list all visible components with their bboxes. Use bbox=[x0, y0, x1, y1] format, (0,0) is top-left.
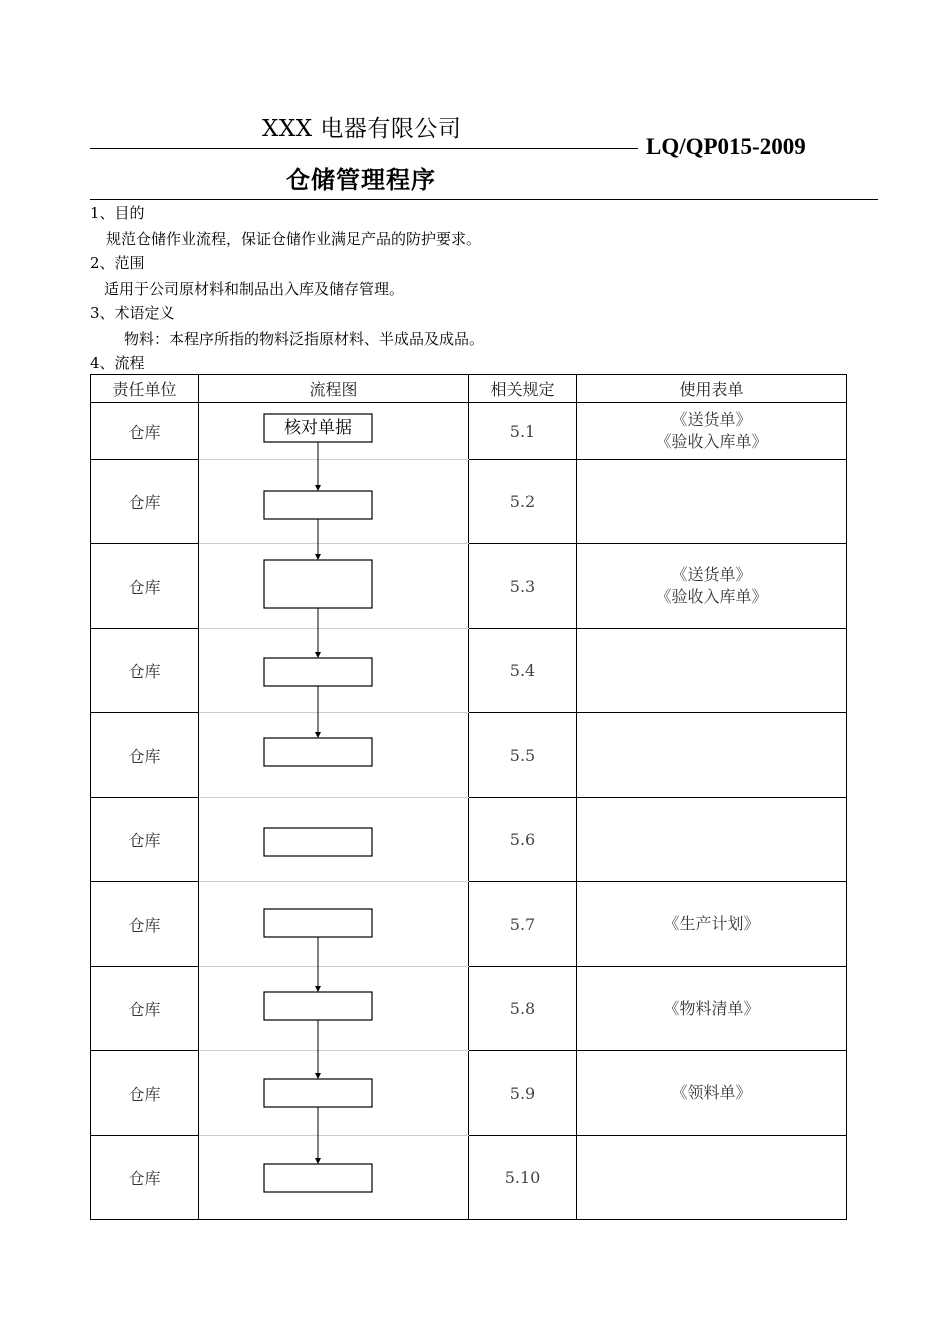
cell-ref: 5.8 bbox=[469, 967, 577, 1051]
flow-step-label: 核对单据 bbox=[284, 418, 352, 438]
cell-chart bbox=[199, 798, 469, 882]
table-row bbox=[91, 967, 847, 1051]
table-header-row bbox=[91, 375, 847, 403]
cell-chart bbox=[199, 1136, 469, 1220]
header-chart: 流程图 bbox=[199, 375, 469, 403]
header-ref: 相关规定 bbox=[469, 375, 577, 403]
form-name: 《生产计划》 bbox=[663, 914, 760, 933]
table-row bbox=[91, 544, 847, 629]
section-heading-scope: 2、范围 bbox=[90, 254, 145, 272]
section-heading-terms: 3、术语定义 bbox=[90, 304, 175, 322]
cell-dept: 仓库 bbox=[91, 798, 199, 882]
section-heading-flow: 4、流程 bbox=[90, 354, 145, 372]
cell-dept: 仓库 bbox=[91, 967, 199, 1051]
section-heading-purpose: 1、目的 bbox=[90, 204, 145, 222]
header-rule-bottom bbox=[90, 199, 878, 200]
cell-dept: 仓库 bbox=[91, 882, 199, 967]
cell-ref: 5.10 bbox=[469, 1136, 577, 1220]
cell-forms bbox=[577, 629, 847, 713]
section-body-scope: 适用于公司原材料和制品出入库及储存管理。 bbox=[104, 280, 405, 298]
cell-forms bbox=[577, 544, 847, 629]
document-code: LQ/QP015-2009 bbox=[646, 134, 806, 159]
cell-chart bbox=[199, 629, 469, 713]
cell-forms bbox=[577, 882, 847, 967]
cell-chart bbox=[199, 967, 469, 1051]
document-title: 仓储管理程序 bbox=[286, 165, 436, 194]
table-row bbox=[91, 713, 847, 798]
cell-chart bbox=[199, 713, 469, 798]
cell-chart bbox=[199, 882, 469, 967]
cell-forms bbox=[577, 403, 847, 460]
table-row bbox=[91, 882, 847, 967]
cell-dept: 仓库 bbox=[91, 544, 199, 629]
cell-dept: 仓库 bbox=[91, 460, 199, 544]
cell-dept: 仓库 bbox=[91, 1051, 199, 1136]
table-row bbox=[91, 460, 847, 544]
form-name: 《送货单》 bbox=[671, 565, 752, 584]
form-name: 《领料单》 bbox=[671, 1083, 752, 1102]
cell-ref: 5.9 bbox=[469, 1051, 577, 1136]
form-name: 《验收入库单》 bbox=[655, 432, 768, 451]
cell-ref: 5.6 bbox=[469, 798, 577, 882]
cell-dept: 仓库 bbox=[91, 713, 199, 798]
cell-chart bbox=[199, 1051, 469, 1136]
cell-ref: 5.7 bbox=[469, 882, 577, 967]
cell-forms bbox=[577, 1051, 847, 1136]
section-body-purpose: 规范仓储作业流程，保证仓储作业满足产品的防护要求。 bbox=[106, 230, 482, 248]
cell-forms bbox=[577, 798, 847, 882]
cell-ref: 5.5 bbox=[469, 713, 577, 798]
table-row bbox=[91, 1136, 847, 1220]
cell-chart bbox=[199, 460, 469, 544]
header-dept: 责任单位 bbox=[91, 375, 199, 403]
table-row bbox=[91, 403, 847, 460]
table-row bbox=[91, 798, 847, 882]
form-name: 《物料清单》 bbox=[663, 998, 760, 1018]
cell-ref: 5.4 bbox=[469, 629, 577, 713]
cell-forms bbox=[577, 460, 847, 544]
header-rule-top bbox=[90, 148, 638, 149]
form-name: 《送货单》 bbox=[671, 410, 752, 429]
cell-forms bbox=[577, 967, 847, 1051]
flow-table bbox=[90, 374, 847, 1220]
table-row bbox=[91, 629, 847, 713]
cell-ref: 5.2 bbox=[469, 460, 577, 544]
table-row bbox=[91, 1051, 847, 1136]
section-body-terms: 物料：本程序所指的物料泛指原材料、半成品及成品。 bbox=[124, 330, 485, 348]
cell-ref: 5.1 bbox=[469, 403, 577, 460]
cell-dept: 仓库 bbox=[91, 1136, 199, 1220]
cell-dept: 仓库 bbox=[91, 629, 199, 713]
cell-forms bbox=[577, 713, 847, 798]
cell-ref: 5.3 bbox=[469, 544, 577, 629]
header-forms: 使用表单 bbox=[577, 375, 847, 403]
company-name: XXX 电器有限公司 bbox=[262, 116, 462, 142]
form-name: 《验收入库单》 bbox=[655, 587, 768, 606]
cell-dept: 仓库 bbox=[91, 403, 199, 460]
cell-chart bbox=[199, 544, 469, 629]
cell-forms bbox=[577, 1136, 847, 1220]
